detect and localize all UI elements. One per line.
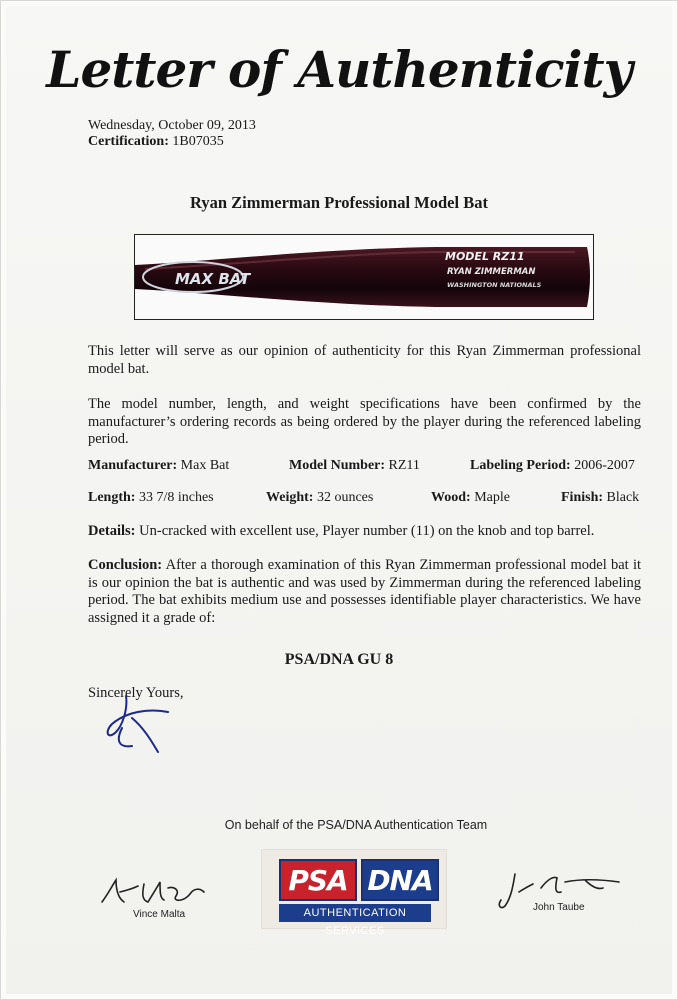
certification-label: Certification: <box>88 134 169 149</box>
bat-photo <box>134 234 594 320</box>
spec-wood <box>431 490 510 506</box>
certification-number: 1B07035 <box>172 134 224 149</box>
conclusion-paragraph <box>88 557 641 627</box>
details-line <box>88 523 594 540</box>
spec-manufacturer <box>88 458 229 474</box>
bat-team-text: WASHINGTON NATIONALS <box>447 281 542 289</box>
bat-illustration <box>135 235 593 319</box>
spec-labeling-label: Labeling Period: <box>470 458 571 473</box>
letter-date: Wednesday, October 09, 2013 <box>88 118 256 133</box>
intro-paragraph: This letter will serve as our opinion of authenticity for this Ryan Zimmerman professional model bat. <box>88 343 641 377</box>
bat-brand-text: MAX BAT <box>175 270 251 288</box>
psa-dna-logo <box>261 849 447 937</box>
bat-model-text: MODEL RZ11 <box>445 250 525 263</box>
spec-weight-label: Weight: <box>266 490 314 505</box>
spec-labeling-value: 2006-2007 <box>574 458 635 473</box>
spec-weight <box>266 490 373 506</box>
item-title: Ryan Zimmerman Professional Model Bat <box>190 193 488 212</box>
signer-left-name: Vince Malta <box>133 909 186 920</box>
details-label: Details: <box>88 523 136 539</box>
psa-logo-text: PSA <box>279 859 357 901</box>
signature-main <box>86 688 186 758</box>
details-text: Un-cracked with excellent use, Player number (11) on the knob and top barrel. <box>139 523 595 539</box>
spec-finish-value: Black <box>606 490 640 505</box>
letter-title: Letter of Authenticity <box>46 40 632 99</box>
conclusion-text: After a thorough examination of this Ryan Zimmerman professional model bat it is our opinion the bat is authentic and was used by Zimmerman during the referenced labeling period. The bat exhibits medium use and possesses identifiable player characteristics. We have assigned it a grade of: <box>88 557 641 626</box>
spec-manufacturer-label: Manufacturer: <box>88 458 178 473</box>
spec-model <box>289 458 420 474</box>
spec-labeling-period <box>470 458 635 474</box>
spec-finish-label: Finish: <box>561 490 604 505</box>
dna-logo-text: DNA <box>361 859 439 901</box>
spec-length-label: Length: <box>88 490 136 505</box>
conclusion-label: Conclusion: <box>88 557 163 573</box>
grade: PSA/DNA GU 8 <box>284 651 394 668</box>
signature-vince-malta <box>98 872 218 912</box>
spec-wood-value: Maple <box>474 490 510 505</box>
spec-finish <box>561 490 639 506</box>
spec-model-label: Model Number: <box>289 458 386 473</box>
authentication-team-line: On behalf of the PSA/DNA Authentication Team <box>224 818 488 832</box>
bat-player-text: RYAN ZIMMERMAN <box>447 267 536 277</box>
specifications-paragraph: The model number, length, and weight specifications have been confirmed by the manufacturer’s ordering records as being ordered by the player during the referenced labeling period. <box>88 396 641 447</box>
spec-wood-label: Wood: <box>431 490 471 505</box>
closing-salutation: Sincerely Yours, <box>88 685 184 701</box>
spec-model-value: RZ11 <box>388 458 420 473</box>
spec-length <box>88 490 214 506</box>
spec-manufacturer-value: Max Bat <box>180 458 230 473</box>
authentication-services-text: AUTHENTICATION SERVICES <box>279 904 431 922</box>
psa-dna-logo-row <box>279 859 439 901</box>
spec-length-value: 33 7/8 inches <box>138 490 214 505</box>
certification-line <box>88 134 224 150</box>
signer-right-name: John Taube <box>533 902 585 913</box>
spec-weight-value: 32 ounces <box>316 490 374 505</box>
